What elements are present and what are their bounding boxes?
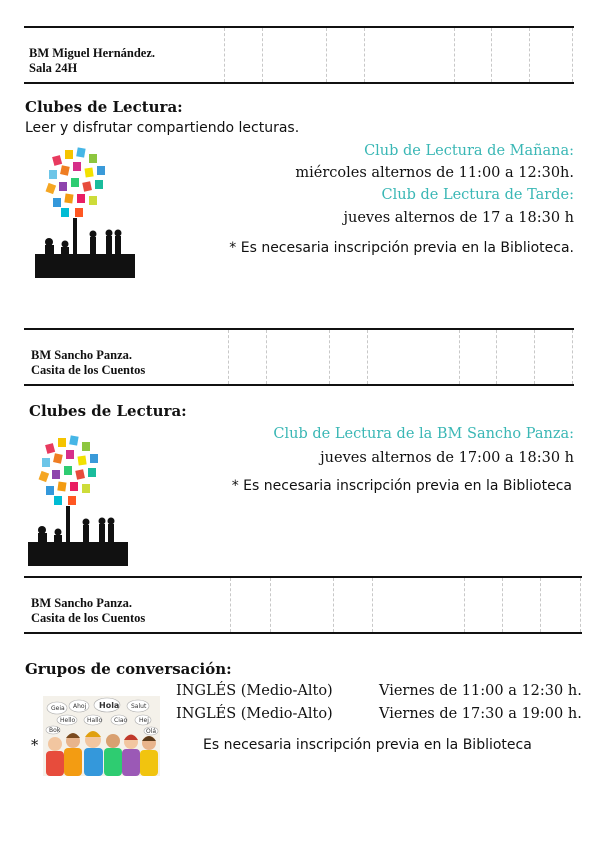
bubble-text: Hallo: [87, 717, 103, 724]
asterisk-mark: *: [31, 738, 39, 754]
library-room: Casita de los Cuentos: [31, 363, 146, 377]
conversation-group-time: Viernes de 17:30 a 19:00 h.: [379, 706, 582, 722]
bubble-text: Hello: [60, 717, 76, 724]
conversation-group-lang: INGLÉS (Medio-Alto): [176, 706, 333, 722]
registration-note: Es necesaria inscripción previa en la Biblioteca: [203, 737, 532, 753]
bubble-text: Hola: [99, 701, 120, 710]
bubble-text: Ahoj: [73, 703, 87, 710]
bubble-text: Salut: [131, 703, 147, 710]
library-name: BM Sancho Panza.: [31, 348, 133, 362]
library-room: Casita de los Cuentos: [31, 611, 146, 625]
bubble-text: Olá: [146, 728, 157, 735]
conversation-group-lang: INGLÉS (Medio-Alto): [176, 683, 333, 699]
afternoon-club-time: jueves alternos de 17 a 18:30 h: [343, 210, 574, 226]
library-name: BM Sancho Panza.: [31, 596, 133, 610]
section-subtitle: Leer y disfrutar compartiendo lecturas.: [25, 120, 300, 136]
bubble-text: Bok: [49, 727, 61, 734]
section-heading: Clubes de Lectura:: [29, 402, 187, 420]
library-room: Sala 24H: [29, 61, 78, 75]
library-name: BM Miguel Hernández.: [29, 46, 156, 60]
library-header-miguel-hernandez: [24, 26, 574, 84]
library-header-sancho-panza: [24, 328, 574, 386]
library-header-sancho-panza-2: [24, 576, 582, 634]
bubble-text: Geia: [51, 705, 65, 712]
book-tree-icon: [35, 144, 137, 280]
sancho-club-title: Club de Lectura de la BM Sancho Panza:: [273, 426, 574, 442]
section-heading: Grupos de conversación:: [25, 660, 232, 678]
library-header-label: [31, 596, 145, 626]
library-header-label: [29, 46, 155, 76]
library-header-label: [31, 348, 145, 378]
bubble-text: Ciao: [114, 717, 128, 724]
conversation-people-icon: [43, 696, 160, 776]
registration-note: * Es necesaria inscripción previa en la Biblioteca.: [229, 240, 574, 256]
bubble-text: Hej: [139, 717, 149, 724]
morning-club-time: miércoles alternos de 11:00 a 12:30h.: [295, 165, 574, 181]
afternoon-club-title: Club de Lectura de Tarde:: [381, 187, 574, 203]
registration-note: * Es necesaria inscripción previa en la Biblioteca: [231, 478, 572, 494]
morning-club-title: Club de Lectura de Mañana:: [364, 143, 574, 159]
sancho-club-time: jueves alternos de 17:00 a 18:30 h: [320, 450, 574, 466]
book-tree-icon: [28, 432, 130, 568]
section-heading: Clubes de Lectura:: [25, 98, 183, 116]
conversation-group-time: Viernes de 11:00 a 12:30 h.: [379, 683, 582, 699]
